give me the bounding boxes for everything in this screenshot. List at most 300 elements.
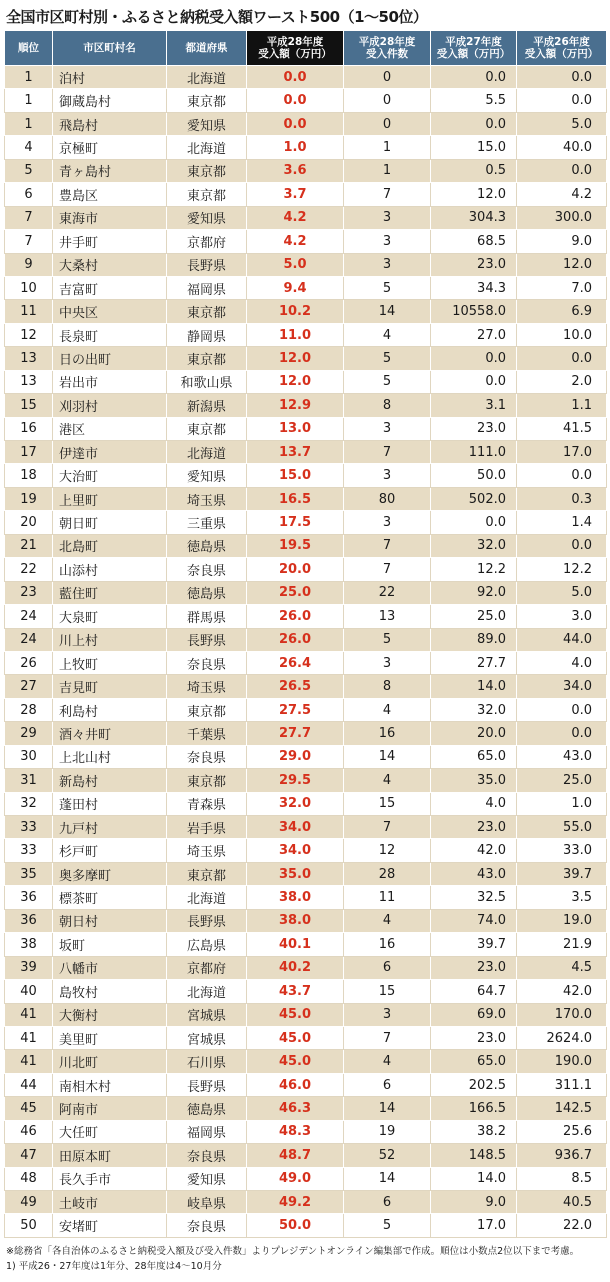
cell-h27-amount: 38.2 <box>431 1120 517 1143</box>
cell-municipality: 長久手市 <box>53 1167 167 1190</box>
cell-h27-amount: 27.0 <box>431 323 517 346</box>
cell-rank: 12 <box>5 323 53 346</box>
cell-municipality: 京極町 <box>53 136 167 159</box>
cell-h27-amount: 23.0 <box>431 816 517 839</box>
cell-municipality: 井手町 <box>53 230 167 253</box>
cell-h28-amount: 26.0 <box>247 628 344 651</box>
cell-h28-amount: 12.0 <box>247 370 344 393</box>
cell-h26-amount: 25.6 <box>517 1120 607 1143</box>
cell-h28-count: 7 <box>344 558 431 581</box>
cell-h28-amount: 45.0 <box>247 1050 344 1073</box>
cell-prefecture: 奈良県 <box>167 1144 247 1167</box>
cell-h27-amount: 202.5 <box>431 1073 517 1096</box>
cell-h26-amount: 1.1 <box>517 394 607 417</box>
cell-h28-count: 3 <box>344 253 431 276</box>
cell-h28-count: 15 <box>344 792 431 815</box>
cell-h26-amount: 0.0 <box>517 347 607 370</box>
cell-h28-count: 6 <box>344 1191 431 1214</box>
cell-municipality: 大桑村 <box>53 253 167 276</box>
cell-h26-amount: 34.0 <box>517 675 607 698</box>
table-row <box>5 1097 607 1120</box>
cell-rank: 13 <box>5 370 53 393</box>
table-row <box>5 792 607 815</box>
cell-h27-amount: 35.0 <box>431 769 517 792</box>
cell-municipality: 刈羽村 <box>53 394 167 417</box>
cell-h26-amount: 55.0 <box>517 816 607 839</box>
cell-h28-count: 4 <box>344 769 431 792</box>
cell-h26-amount: 4.0 <box>517 651 607 674</box>
cell-h27-amount: 65.0 <box>431 1050 517 1073</box>
cell-h27-amount: 23.0 <box>431 1026 517 1049</box>
cell-h27-amount: 0.0 <box>431 112 517 135</box>
cell-rank: 32 <box>5 792 53 815</box>
cell-h28-amount: 4.2 <box>247 230 344 253</box>
cell-rank: 31 <box>5 769 53 792</box>
table-row <box>5 230 607 253</box>
cell-municipality: 阿南市 <box>53 1097 167 1120</box>
table-row <box>5 909 607 932</box>
cell-h28-count: 4 <box>344 323 431 346</box>
cell-prefecture: 長野県 <box>167 253 247 276</box>
cell-h26-amount: 142.5 <box>517 1097 607 1120</box>
cell-h28-count: 80 <box>344 487 431 510</box>
cell-h27-amount: 148.5 <box>431 1144 517 1167</box>
cell-h26-amount: 3.0 <box>517 605 607 628</box>
cell-h28-count: 1 <box>344 159 431 182</box>
cell-prefecture: 三重県 <box>167 511 247 534</box>
cell-h28-count: 5 <box>344 370 431 393</box>
cell-h27-amount: 0.0 <box>431 66 517 89</box>
cell-h27-amount: 34.3 <box>431 276 517 299</box>
cell-municipality: 吉富町 <box>53 276 167 299</box>
cell-h28-count: 4 <box>344 1050 431 1073</box>
cell-municipality: 上里町 <box>53 487 167 510</box>
table-row <box>5 300 607 323</box>
cell-h27-amount: 23.0 <box>431 417 517 440</box>
cell-rank: 19 <box>5 487 53 510</box>
cell-h27-amount: 50.0 <box>431 464 517 487</box>
table-row <box>5 1167 607 1190</box>
cell-h27-amount: 111.0 <box>431 441 517 464</box>
table-row <box>5 159 607 182</box>
cell-h26-amount: 0.0 <box>517 66 607 89</box>
cell-prefecture: 北海道 <box>167 66 247 89</box>
cell-prefecture: 岩手県 <box>167 816 247 839</box>
cell-h27-amount: 0.0 <box>431 347 517 370</box>
cell-prefecture: 石川県 <box>167 1050 247 1073</box>
cell-h26-amount: 300.0 <box>517 206 607 229</box>
table-row <box>5 698 607 721</box>
table-row <box>5 487 607 510</box>
cell-prefecture: 奈良県 <box>167 745 247 768</box>
table-row <box>5 511 607 534</box>
cell-prefecture: 埼玉県 <box>167 675 247 698</box>
cell-h26-amount: 0.0 <box>517 89 607 112</box>
cell-h28-amount: 27.5 <box>247 698 344 721</box>
cell-rank: 33 <box>5 839 53 862</box>
table-row <box>5 441 607 464</box>
cell-h28-amount: 0.0 <box>247 66 344 89</box>
cell-prefecture: 北海道 <box>167 886 247 909</box>
table-row <box>5 464 607 487</box>
cell-municipality: 土岐市 <box>53 1191 167 1214</box>
cell-prefecture: 千葉県 <box>167 722 247 745</box>
cell-h26-amount: 17.0 <box>517 441 607 464</box>
header-municipality: 市区町村名 <box>53 31 167 66</box>
cell-municipality: 奥多摩町 <box>53 862 167 885</box>
cell-rank: 28 <box>5 698 53 721</box>
cell-rank: 47 <box>5 1144 53 1167</box>
cell-rank: 26 <box>5 651 53 674</box>
cell-prefecture: 徳島県 <box>167 581 247 604</box>
cell-h26-amount: 39.7 <box>517 862 607 885</box>
table-row <box>5 605 607 628</box>
cell-prefecture: 愛知県 <box>167 1167 247 1190</box>
cell-h28-amount: 3.6 <box>247 159 344 182</box>
cell-h28-amount: 15.0 <box>247 464 344 487</box>
cell-h28-count: 0 <box>344 66 431 89</box>
cell-h27-amount: 32.0 <box>431 534 517 557</box>
cell-h27-amount: 12.0 <box>431 183 517 206</box>
table-title: 全国市区町村別・ふるさと納税受入額ワースト500（1〜50位） <box>6 8 428 26</box>
cell-h26-amount: 10.0 <box>517 323 607 346</box>
cell-prefecture: 宮城県 <box>167 1026 247 1049</box>
cell-h28-amount: 26.5 <box>247 675 344 698</box>
table-row <box>5 675 607 698</box>
cell-h26-amount: 0.0 <box>517 534 607 557</box>
table-row <box>5 839 607 862</box>
table-row <box>5 581 607 604</box>
cell-h27-amount: 92.0 <box>431 581 517 604</box>
cell-municipality: 中央区 <box>53 300 167 323</box>
cell-municipality: 酒々井町 <box>53 722 167 745</box>
cell-rank: 41 <box>5 1050 53 1073</box>
cell-rank: 1 <box>5 66 53 89</box>
cell-h28-amount: 50.0 <box>247 1214 344 1237</box>
cell-h28-amount: 19.5 <box>247 534 344 557</box>
cell-prefecture: 青森県 <box>167 792 247 815</box>
cell-h26-amount: 170.0 <box>517 1003 607 1026</box>
cell-h26-amount: 41.5 <box>517 417 607 440</box>
cell-h28-amount: 48.7 <box>247 1144 344 1167</box>
cell-h28-count: 52 <box>344 1144 431 1167</box>
cell-prefecture: 福岡県 <box>167 276 247 299</box>
cell-h28-amount: 16.5 <box>247 487 344 510</box>
cell-rank: 17 <box>5 441 53 464</box>
cell-municipality: 杉戸町 <box>53 839 167 862</box>
cell-h27-amount: 39.7 <box>431 933 517 956</box>
cell-prefecture: 埼玉県 <box>167 487 247 510</box>
cell-h26-amount: 43.0 <box>517 745 607 768</box>
cell-prefecture: 徳島県 <box>167 534 247 557</box>
cell-h26-amount: 5.0 <box>517 112 607 135</box>
table-row <box>5 1120 607 1143</box>
cell-municipality: 坂町 <box>53 933 167 956</box>
table-row <box>5 722 607 745</box>
cell-h28-amount: 40.2 <box>247 956 344 979</box>
cell-rank: 7 <box>5 230 53 253</box>
cell-municipality: 港区 <box>53 417 167 440</box>
cell-municipality: 青ヶ島村 <box>53 159 167 182</box>
cell-h28-count: 3 <box>344 230 431 253</box>
table-row <box>5 206 607 229</box>
cell-prefecture: 愛知県 <box>167 206 247 229</box>
cell-h27-amount: 32.5 <box>431 886 517 909</box>
cell-h28-count: 16 <box>344 933 431 956</box>
cell-rank: 49 <box>5 1191 53 1214</box>
cell-municipality: 泊村 <box>53 66 167 89</box>
cell-h28-count: 13 <box>344 605 431 628</box>
cell-h26-amount: 19.0 <box>517 909 607 932</box>
table-row <box>5 956 607 979</box>
cell-h26-amount: 1.0 <box>517 792 607 815</box>
table-row <box>5 933 607 956</box>
cell-h26-amount: 0.3 <box>517 487 607 510</box>
cell-h28-count: 7 <box>344 1026 431 1049</box>
cell-rank: 4 <box>5 136 53 159</box>
cell-h28-amount: 12.0 <box>247 347 344 370</box>
cell-municipality: 上牧町 <box>53 651 167 674</box>
cell-h26-amount: 1.4 <box>517 511 607 534</box>
cell-h28-count: 12 <box>344 839 431 862</box>
cell-h28-count: 22 <box>344 581 431 604</box>
cell-municipality: 長泉町 <box>53 323 167 346</box>
cell-h26-amount: 311.1 <box>517 1073 607 1096</box>
cell-rank: 39 <box>5 956 53 979</box>
cell-municipality: 川北町 <box>53 1050 167 1073</box>
cell-rank: 35 <box>5 862 53 885</box>
cell-rank: 6 <box>5 183 53 206</box>
cell-h26-amount: 190.0 <box>517 1050 607 1073</box>
cell-rank: 16 <box>5 417 53 440</box>
cell-h27-amount: 64.7 <box>431 980 517 1003</box>
cell-h26-amount: 33.0 <box>517 839 607 862</box>
cell-municipality: 八幡市 <box>53 956 167 979</box>
cell-municipality: 御蔵島村 <box>53 89 167 112</box>
cell-municipality: 吉見町 <box>53 675 167 698</box>
cell-prefecture: 東京都 <box>167 417 247 440</box>
cell-h28-count: 19 <box>344 1120 431 1143</box>
cell-h27-amount: 0.5 <box>431 159 517 182</box>
cell-h28-count: 5 <box>344 1214 431 1237</box>
cell-prefecture: 長野県 <box>167 909 247 932</box>
cell-prefecture: 和歌山県 <box>167 370 247 393</box>
cell-h28-amount: 13.0 <box>247 417 344 440</box>
cell-h28-amount: 49.2 <box>247 1191 344 1214</box>
cell-h27-amount: 3.1 <box>431 394 517 417</box>
cell-h27-amount: 20.0 <box>431 722 517 745</box>
cell-h28-amount: 29.0 <box>247 745 344 768</box>
cell-h28-amount: 5.0 <box>247 253 344 276</box>
cell-municipality: 田原本町 <box>53 1144 167 1167</box>
cell-h28-amount: 13.7 <box>247 441 344 464</box>
cell-municipality: 東海市 <box>53 206 167 229</box>
cell-h28-amount: 10.2 <box>247 300 344 323</box>
cell-h28-amount: 4.2 <box>247 206 344 229</box>
cell-prefecture: 埼玉県 <box>167 839 247 862</box>
cell-rank: 30 <box>5 745 53 768</box>
cell-municipality: 大任町 <box>53 1120 167 1143</box>
cell-municipality: 山添村 <box>53 558 167 581</box>
cell-h27-amount: 32.0 <box>431 698 517 721</box>
cell-prefecture: 東京都 <box>167 183 247 206</box>
cell-municipality: 上北山村 <box>53 745 167 768</box>
cell-h28-count: 15 <box>344 980 431 1003</box>
cell-rank: 1 <box>5 89 53 112</box>
cell-h27-amount: 74.0 <box>431 909 517 932</box>
table-row <box>5 745 607 768</box>
cell-h27-amount: 89.0 <box>431 628 517 651</box>
cell-rank: 48 <box>5 1167 53 1190</box>
cell-h28-amount: 26.4 <box>247 651 344 674</box>
cell-h28-amount: 38.0 <box>247 886 344 909</box>
cell-h28-amount: 20.0 <box>247 558 344 581</box>
cell-municipality: 朝日村 <box>53 909 167 932</box>
table-row <box>5 394 607 417</box>
cell-h27-amount: 502.0 <box>431 487 517 510</box>
cell-rank: 27 <box>5 675 53 698</box>
cell-h27-amount: 42.0 <box>431 839 517 862</box>
cell-prefecture: 群馬県 <box>167 605 247 628</box>
cell-h28-count: 7 <box>344 441 431 464</box>
cell-h26-amount: 5.0 <box>517 581 607 604</box>
cell-h28-count: 6 <box>344 1073 431 1096</box>
cell-municipality: 利島村 <box>53 698 167 721</box>
cell-h28-amount: 29.5 <box>247 769 344 792</box>
table-row <box>5 183 607 206</box>
cell-h26-amount: 0.0 <box>517 464 607 487</box>
table-row <box>5 1026 607 1049</box>
cell-h26-amount: 0.0 <box>517 159 607 182</box>
cell-h28-count: 3 <box>344 417 431 440</box>
cell-prefecture: 岐阜県 <box>167 1191 247 1214</box>
cell-prefecture: 北海道 <box>167 136 247 159</box>
cell-h28-amount: 17.5 <box>247 511 344 534</box>
cell-h26-amount: 44.0 <box>517 628 607 651</box>
source-note: ※総務省「各自治体のふるさと納税受入額及び受入件数」よりプレジデントオンライン編集部で作成。順位は小数点2位以下まで考慮。 <box>6 1246 580 1257</box>
cell-h28-count: 4 <box>344 698 431 721</box>
cell-prefecture: 新潟県 <box>167 394 247 417</box>
cell-rank: 9 <box>5 253 53 276</box>
cell-h26-amount: 22.0 <box>517 1214 607 1237</box>
cell-municipality: 大泉町 <box>53 605 167 628</box>
cell-municipality: 大治町 <box>53 464 167 487</box>
cell-h28-count: 8 <box>344 675 431 698</box>
table-row <box>5 1144 607 1167</box>
cell-h28-amount: 46.0 <box>247 1073 344 1096</box>
cell-h28-count: 11 <box>344 886 431 909</box>
cell-prefecture: 北海道 <box>167 980 247 1003</box>
cell-h28-amount: 43.7 <box>247 980 344 1003</box>
cell-prefecture: 北海道 <box>167 441 247 464</box>
table-row <box>5 66 607 89</box>
cell-h26-amount: 6.9 <box>517 300 607 323</box>
cell-h28-amount: 3.7 <box>247 183 344 206</box>
header-h26-amount: 平成26年度 受入額（万円） <box>517 31 607 66</box>
cell-h28-count: 14 <box>344 745 431 768</box>
cell-prefecture: 福岡県 <box>167 1120 247 1143</box>
cell-h26-amount: 25.0 <box>517 769 607 792</box>
cell-prefecture: 京都府 <box>167 230 247 253</box>
cell-rank: 45 <box>5 1097 53 1120</box>
cell-h26-amount: 9.0 <box>517 230 607 253</box>
cell-h28-count: 4 <box>344 909 431 932</box>
table-row <box>5 112 607 135</box>
cell-h28-amount: 48.3 <box>247 1120 344 1143</box>
table-row <box>5 1073 607 1096</box>
cell-h26-amount: 40.5 <box>517 1191 607 1214</box>
header-h28-amount: 平成28年度 受入額（万円） <box>247 31 344 66</box>
cell-h28-count: 1 <box>344 136 431 159</box>
table-row <box>5 370 607 393</box>
cell-h28-amount: 12.9 <box>247 394 344 417</box>
cell-h27-amount: 15.0 <box>431 136 517 159</box>
cell-h28-count: 3 <box>344 464 431 487</box>
cell-municipality: 安堵町 <box>53 1214 167 1237</box>
cell-h28-amount: 0.0 <box>247 112 344 135</box>
cell-prefecture: 愛知県 <box>167 464 247 487</box>
cell-h28-amount: 35.0 <box>247 862 344 885</box>
cell-h27-amount: 14.0 <box>431 1167 517 1190</box>
cell-prefecture: 東京都 <box>167 698 247 721</box>
cell-h26-amount: 42.0 <box>517 980 607 1003</box>
table-row <box>5 136 607 159</box>
cell-rank: 21 <box>5 534 53 557</box>
cell-municipality: 標茶町 <box>53 886 167 909</box>
cell-h28-amount: 49.0 <box>247 1167 344 1190</box>
cell-h28-count: 7 <box>344 534 431 557</box>
cell-prefecture: 長野県 <box>167 1073 247 1096</box>
cell-h28-count: 7 <box>344 183 431 206</box>
cell-rank: 33 <box>5 816 53 839</box>
cell-h27-amount: 0.0 <box>431 511 517 534</box>
cell-rank: 36 <box>5 886 53 909</box>
ranking-table <box>4 30 607 1238</box>
cell-rank: 41 <box>5 1003 53 1026</box>
cell-h27-amount: 68.5 <box>431 230 517 253</box>
cell-rank: 18 <box>5 464 53 487</box>
cell-municipality: 島牧村 <box>53 980 167 1003</box>
cell-h28-count: 8 <box>344 394 431 417</box>
cell-h26-amount: 936.7 <box>517 1144 607 1167</box>
table-row <box>5 417 607 440</box>
cell-rank: 50 <box>5 1214 53 1237</box>
table-row <box>5 628 607 651</box>
cell-rank: 46 <box>5 1120 53 1143</box>
table-row <box>5 886 607 909</box>
cell-h27-amount: 12.2 <box>431 558 517 581</box>
cell-municipality: 九戸村 <box>53 816 167 839</box>
cell-prefecture: 広島県 <box>167 933 247 956</box>
cell-h27-amount: 27.7 <box>431 651 517 674</box>
cell-rank: 23 <box>5 581 53 604</box>
cell-h26-amount: 12.0 <box>517 253 607 276</box>
cell-h28-count: 5 <box>344 276 431 299</box>
table-row <box>5 89 607 112</box>
cell-h27-amount: 304.3 <box>431 206 517 229</box>
cell-prefecture: 東京都 <box>167 159 247 182</box>
table-row <box>5 347 607 370</box>
cell-rank: 24 <box>5 628 53 651</box>
cell-h26-amount: 7.0 <box>517 276 607 299</box>
cell-rank: 38 <box>5 933 53 956</box>
cell-h28-amount: 26.0 <box>247 605 344 628</box>
table-row <box>5 253 607 276</box>
table-body <box>5 66 607 1238</box>
cell-h28-amount: 38.0 <box>247 909 344 932</box>
cell-h28-amount: 25.0 <box>247 581 344 604</box>
cell-h26-amount: 4.2 <box>517 183 607 206</box>
